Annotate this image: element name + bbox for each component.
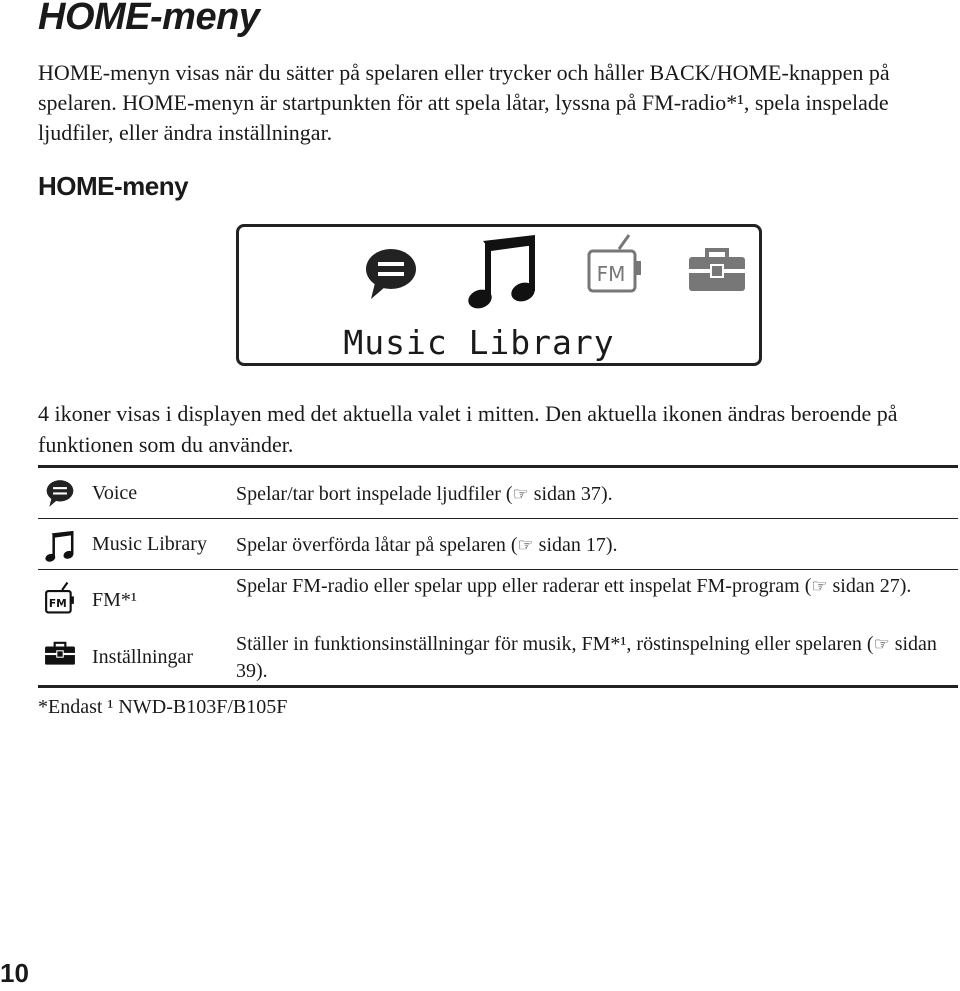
fm-radio-icon [585, 233, 645, 295]
table-bottom-rule [38, 685, 958, 688]
footnote: *Endast ¹ NWD-B103F/B105F [38, 696, 288, 718]
page-reference-icon: ☞ [873, 634, 890, 654]
row-desc-music-library: Spelar överförda låtar på spelaren (☞ sidan 17). [236, 534, 618, 556]
row-name-voice: Voice [92, 482, 138, 504]
intro-paragraph: HOME-menyn visas när du sätter på spelaren eller trycker och håller BACK/HOME-knappen på spelaren. HOME-menyn är startpunkten för att spela låtar, lyssna på FM-radio*¹, spela inspelade ljudfiler, eller ändra inställningar. [38, 60, 890, 145]
fm-icon-text: FM [48, 597, 67, 611]
row-divider [38, 518, 958, 519]
music-note-icon [44, 529, 76, 563]
toolbox-icon [44, 640, 76, 668]
row-divider [38, 569, 958, 570]
row-name-music-library: Music Library [92, 533, 207, 555]
page-number: 10 [0, 958, 29, 988]
section-heading: HOME-meny [38, 171, 189, 201]
display-selected-label: Music Library [343, 323, 615, 362]
voice-icon [44, 478, 76, 510]
home-menu-display [236, 224, 762, 366]
row-desc-voice: Spelar/tar bort inspelade ljudfiler (☞ sidan 37). [236, 483, 613, 505]
page-reference-icon: ☞ [512, 484, 529, 504]
description-paragraph: 4 ikoner visas i displayen med det aktuella valet i mitten. Den aktuella ikonen ändras beroende på funktionen som du använder. [38, 401, 898, 457]
row-name-installningar: Inställningar [92, 646, 194, 668]
row-desc-installningar: Ställer in funktionsinställningar för musik, FM*¹, röstinspelning eller spelaren (☞ sidan 39). [236, 633, 937, 682]
fm-icon-text: FM [596, 262, 626, 286]
page-reference-icon: ☞ [811, 576, 828, 596]
row-name-fm: FM*¹ [92, 589, 137, 611]
table-top-rule [38, 465, 958, 468]
toolbox-icon [687, 247, 747, 295]
page-title: HOME-meny [38, 0, 260, 38]
row-desc-fm: Spelar FM-radio eller spelar upp eller raderar ett inspelat FM-program (☞ sidan 27). [236, 575, 912, 597]
page-reference-icon: ☞ [517, 535, 534, 555]
voice-icon [361, 245, 421, 305]
fm-radio-icon [44, 581, 76, 615]
music-note-icon [465, 231, 541, 311]
